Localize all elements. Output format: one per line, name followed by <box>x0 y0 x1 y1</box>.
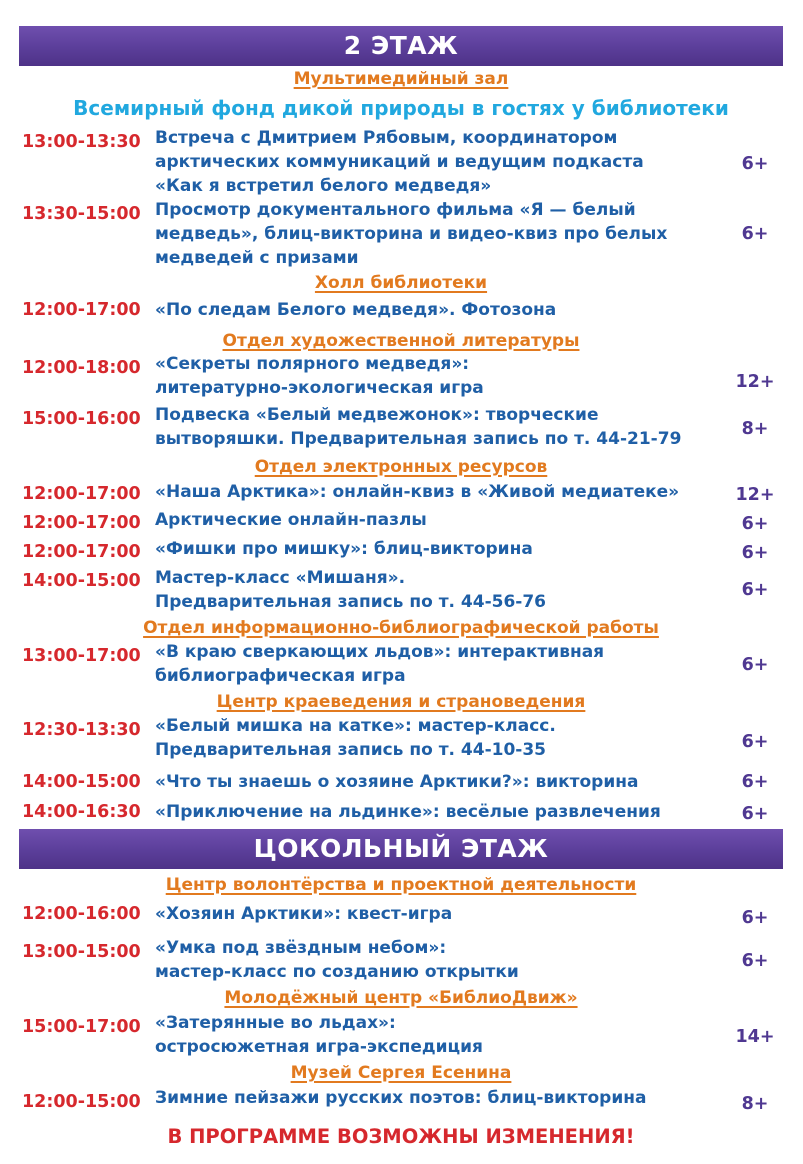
section-title: Холл библиотеки <box>314 273 488 293</box>
event-time: 12:00-17:00 <box>22 542 141 562</box>
section-title: Музей Сергея Есенина <box>290 1063 512 1083</box>
section-title: Мультимедийный зал <box>293 69 509 89</box>
event-time: 12:30-13:30 <box>22 720 141 740</box>
event-description: Мастер-класс «Мишаня». Предварительная запись по т. 44-56-76 <box>155 568 547 612</box>
event-description: «Секреты полярного медведя»: литературно-экологическая игра <box>155 354 484 398</box>
event-description: «Белый мишка на катке»: мастер-класс. Предварительная запись по т. 44-10-35 <box>155 716 556 760</box>
event-description: «Что ты знаешь о хозяине Арктики?»: викторина <box>155 772 639 792</box>
event-description: «Хозяин Арктики»: квест-игра <box>155 904 453 924</box>
event-time: 15:00-17:00 <box>22 1017 141 1037</box>
age-rating: 6+ <box>741 580 769 600</box>
section-title: Центр краеведения и страноведения <box>216 692 586 712</box>
event-description: «По следам Белого медведя». Фотозона <box>155 300 557 320</box>
age-rating: 12+ <box>735 372 775 392</box>
event-description: «Умка под звёздным небом»: мастер-класс по созданию открытки <box>155 938 519 982</box>
event-description: Зимние пейзажи русских поэтов: блиц-викторина <box>155 1088 647 1108</box>
event-description: Арктические онлайн-пазлы <box>155 510 427 530</box>
event-time: 12:00-18:00 <box>22 358 141 378</box>
age-rating: 6+ <box>741 514 769 534</box>
event-description: Просмотр документального фильма «Я — белый медведь», блиц-викторина и видео-квиз про белых медведей с призами <box>155 200 668 268</box>
event-time: 13:00-15:00 <box>22 942 141 962</box>
event-time: 12:00-17:00 <box>22 300 141 320</box>
event-time: 12:00-16:00 <box>22 904 141 924</box>
age-rating: 6+ <box>741 732 769 752</box>
event-time: 14:00-16:30 <box>22 802 141 822</box>
event-time: 13:30-15:00 <box>22 204 141 224</box>
section-title: Центр волонтёрства и проектной деятельности <box>165 875 637 895</box>
event-description: «Приключение на льдинке»: весёлые развлечения <box>155 802 661 822</box>
event-time: 12:00-17:00 <box>22 484 141 504</box>
event-time: 15:00-16:00 <box>22 409 141 429</box>
event-description: «Наша Арктика»: онлайн-квиз в «Живой медиатеке» <box>155 482 680 502</box>
floor-title: ЦОКОЛЬНЫЙ ЭТАЖ <box>19 829 783 869</box>
age-rating: 6+ <box>741 772 769 792</box>
age-rating: 6+ <box>741 154 769 174</box>
age-rating: 6+ <box>741 908 769 928</box>
age-rating: 14+ <box>735 1027 775 1047</box>
event-description: «Фишки про мишку»: блиц-викторина <box>155 539 533 559</box>
section-title: Отдел информационно-библиографической работы <box>143 618 659 638</box>
event-description: «Затерянные во льдах»: остросюжетная игра-экспедиция <box>155 1013 483 1057</box>
event-time: 13:00-13:30 <box>22 132 141 152</box>
section-title: Молодёжный центр «БиблиоДвиж» <box>224 988 578 1008</box>
changes-notice: В ПРОГРАММЕ ВОЗМОЖНЫ ИЗМЕНЕНИЯ! <box>167 1125 635 1148</box>
event-time: 14:00-15:00 <box>22 772 141 792</box>
age-rating: 8+ <box>741 1094 769 1114</box>
age-rating: 6+ <box>741 804 769 824</box>
age-rating: 6+ <box>741 655 769 675</box>
event-time: 12:00-17:00 <box>22 513 141 533</box>
section-title: Отдел художественной литературы <box>222 331 580 351</box>
age-rating: 6+ <box>741 224 769 244</box>
event-time: 12:00-15:00 <box>22 1092 141 1112</box>
event-time: 13:00-17:00 <box>22 646 141 666</box>
age-rating: 6+ <box>741 543 769 563</box>
event-description: Подвеска «Белый медвежонок»: творческие вытворяшки. Предварительная запись по т. 44-21-79 <box>155 405 682 449</box>
event-headline: Всемирный фонд дикой природы в гостях у библиотеки <box>73 96 729 120</box>
age-rating: 12+ <box>735 485 775 505</box>
floor-title: 2 ЭТАЖ <box>19 26 783 66</box>
section-title: Отдел электронных ресурсов <box>254 457 548 477</box>
age-rating: 8+ <box>741 419 769 439</box>
event-time: 14:00-15:00 <box>22 571 141 591</box>
event-description: Встреча с Дмитрием Рябовым, координатором арктических коммуникаций и ведущим подкаста «Как я встретил белого медведя» <box>155 128 644 196</box>
age-rating: 6+ <box>741 951 769 971</box>
event-description: «В краю сверкающих льдов»: интерактивная библиографическая игра <box>155 642 605 686</box>
